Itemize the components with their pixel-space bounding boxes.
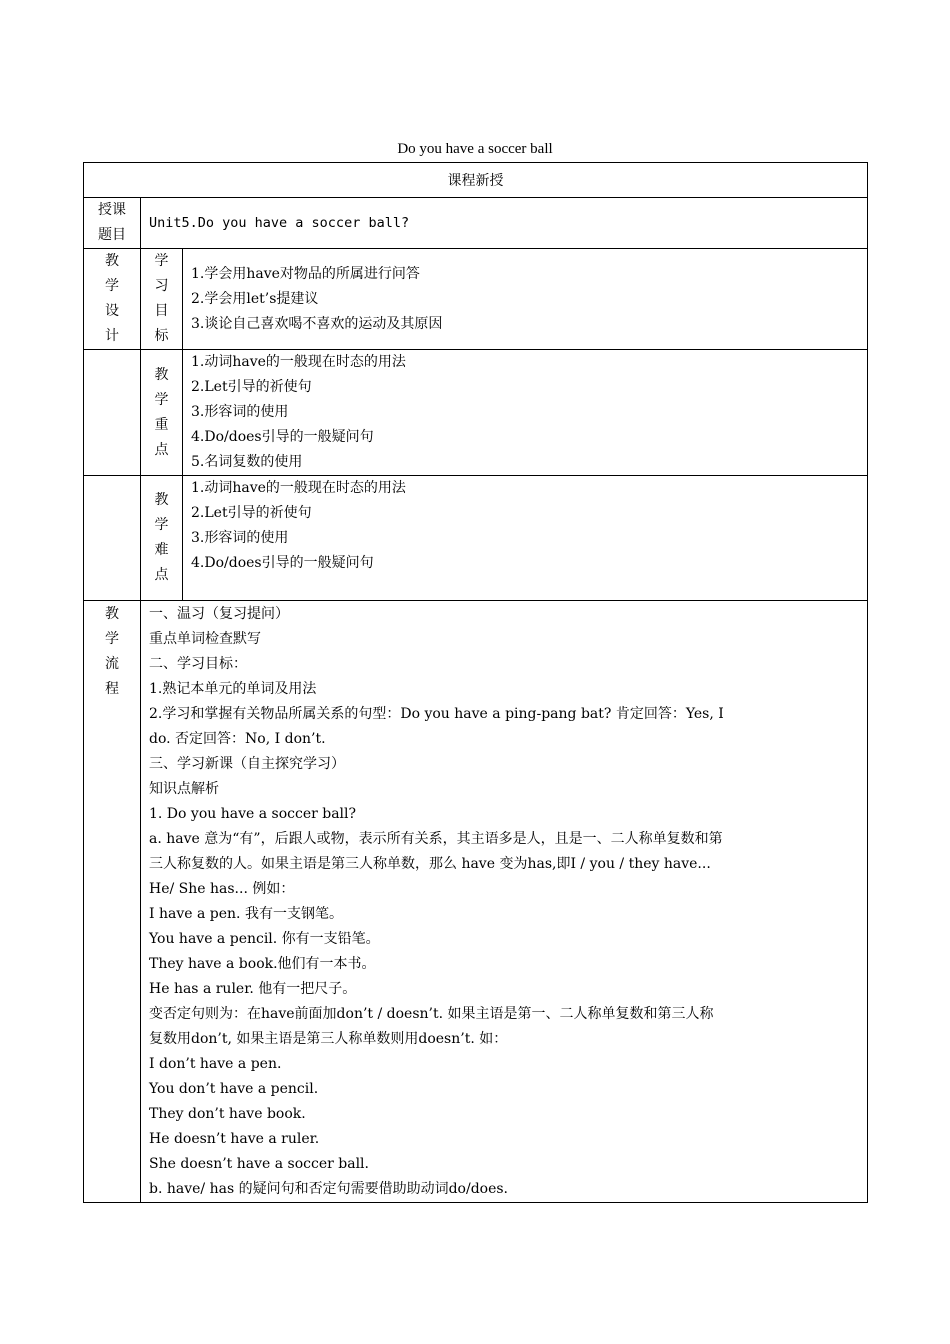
text-line: 重点单词检查默写 [149, 631, 261, 647]
text-line: She doesn’t have a soccer ball. [149, 1156, 369, 1172]
key-points-label [141, 350, 183, 476]
text-line: I have a pen. 我有一支钢笔。 [149, 906, 343, 922]
text-line: He doesn’t have a ruler. [149, 1131, 320, 1147]
text-line: You have a pencil. 你有一支铅笔。 [149, 931, 380, 947]
design-label [84, 249, 141, 350]
header-row [84, 163, 868, 198]
list-item: 3.形容词的使用 [191, 404, 289, 420]
text-line: a. have 意为“有”，后跟人或物，表示所有关系，其主语多是人，且是一、二人称单复数和第 [149, 831, 723, 847]
list-item: 1.动词have的一般现在时态的用法 [191, 480, 406, 496]
text-line: They have a book.他们有一本书。 [149, 956, 376, 972]
label-line: 习 [154, 278, 169, 294]
text-line: 知识点解析 [149, 781, 219, 797]
difficult-points-label [141, 476, 183, 601]
empty-cell [84, 350, 141, 476]
text-line: 复数用don’t, 如果主语是第三人称单数则用doesn’t. 如： [149, 1031, 508, 1047]
label-line: 计 [105, 328, 119, 344]
lesson-plan-table [83, 162, 868, 1203]
text-line: 二、学习目标： [149, 656, 247, 672]
text-line: do. 否定回答：No, I don’t. [149, 731, 326, 747]
text-line: 2.学习和掌握有关物品所属关系的句型：Do you have a ping-pang bat? 肯定回答：Yes, I [149, 706, 724, 722]
text-line: 1.熟记本单元的单词及用法 [149, 681, 317, 697]
list-item: 2.学会用let’s提建议 [191, 290, 319, 307]
label-line: 设 [105, 303, 119, 319]
list-item: 2.Let引导的祈使句 [191, 505, 312, 521]
difficult-points-row [84, 476, 868, 601]
document-title: Do you have a soccer ball [397, 141, 553, 157]
label-line: 程 [105, 681, 119, 697]
text-line: 三、学习新课（自主探究学习） [149, 756, 345, 772]
text-line: 1. Do you have a soccer ball? [149, 806, 357, 822]
text-line: He has a ruler. 他有一把尺子。 [149, 981, 357, 997]
goals-row [84, 249, 868, 350]
label-line: 重 [154, 416, 169, 433]
list-item: 1.学会用have对物品的所属进行问答 [191, 265, 420, 282]
list-item: 1.动词have的一般现在时态的用法 [191, 354, 406, 370]
goals-content [183, 249, 868, 350]
label-line: 教 [154, 492, 169, 508]
label-line: 学 [154, 253, 169, 269]
text-line: You don’t have a pencil. [149, 1081, 319, 1097]
label-line: 学 [105, 278, 119, 294]
label-line: 题目 [98, 227, 126, 243]
label-line: 点 [154, 441, 169, 458]
label-line: 教 [154, 366, 169, 383]
list-item: 2.Let引导的祈使句 [191, 379, 312, 395]
label-line: 难 [154, 542, 169, 558]
empty-cell [84, 476, 141, 601]
topic-label [84, 198, 141, 249]
list-item: 5.名词复数的使用 [191, 454, 303, 470]
label-line: 流 [105, 656, 119, 672]
label-line: 教 [105, 606, 119, 622]
text-line: I don’t have a pen. [149, 1056, 282, 1072]
list-item: 3.形容词的使用 [191, 530, 289, 546]
process-label [84, 601, 141, 1203]
label-line: 标 [154, 328, 169, 344]
text-line: He/ She has... 例如： [149, 881, 295, 897]
process-row [84, 601, 868, 1203]
topic-value: Unit5.Do you have a soccer ball? [141, 198, 868, 249]
label-line: 学 [154, 517, 169, 533]
label-line: 学 [105, 631, 119, 647]
text-line: 一、温习（复习提问） [149, 606, 289, 622]
label-line: 目 [154, 303, 169, 319]
goals-label [141, 249, 183, 350]
list-item: 4.Do/does引导的一般疑问句 [191, 555, 374, 571]
topic-row [84, 198, 868, 249]
key-points-content [183, 350, 868, 476]
process-content [141, 601, 868, 1203]
text-line: b. have/ has 的疑问句和否定句需要借助助动词do/does. [149, 1181, 509, 1197]
label-line: 教 [105, 253, 119, 269]
text-line: 三人称复数的人。如果主语是第三人称单数，那么 have 变为has,即I / you / they have... [149, 856, 711, 872]
list-item: 3.谈论自己喜欢喝不喜欢的运动及其原因 [191, 315, 443, 332]
label-line: 点 [154, 567, 169, 583]
list-item: 4.Do/does引导的一般疑问句 [191, 429, 374, 445]
text-line: 变否定句则为：在have前面加don’t / doesn’t. 如果主语是第一、二人称单复数和第三人称 [149, 1006, 714, 1022]
label-line: 授课 [98, 202, 126, 218]
table-header: 课程新授 [84, 163, 868, 198]
difficult-points-content [183, 476, 868, 601]
key-points-row [84, 350, 868, 476]
label-line: 学 [154, 391, 169, 408]
text-line: They don’t have book. [149, 1106, 306, 1122]
